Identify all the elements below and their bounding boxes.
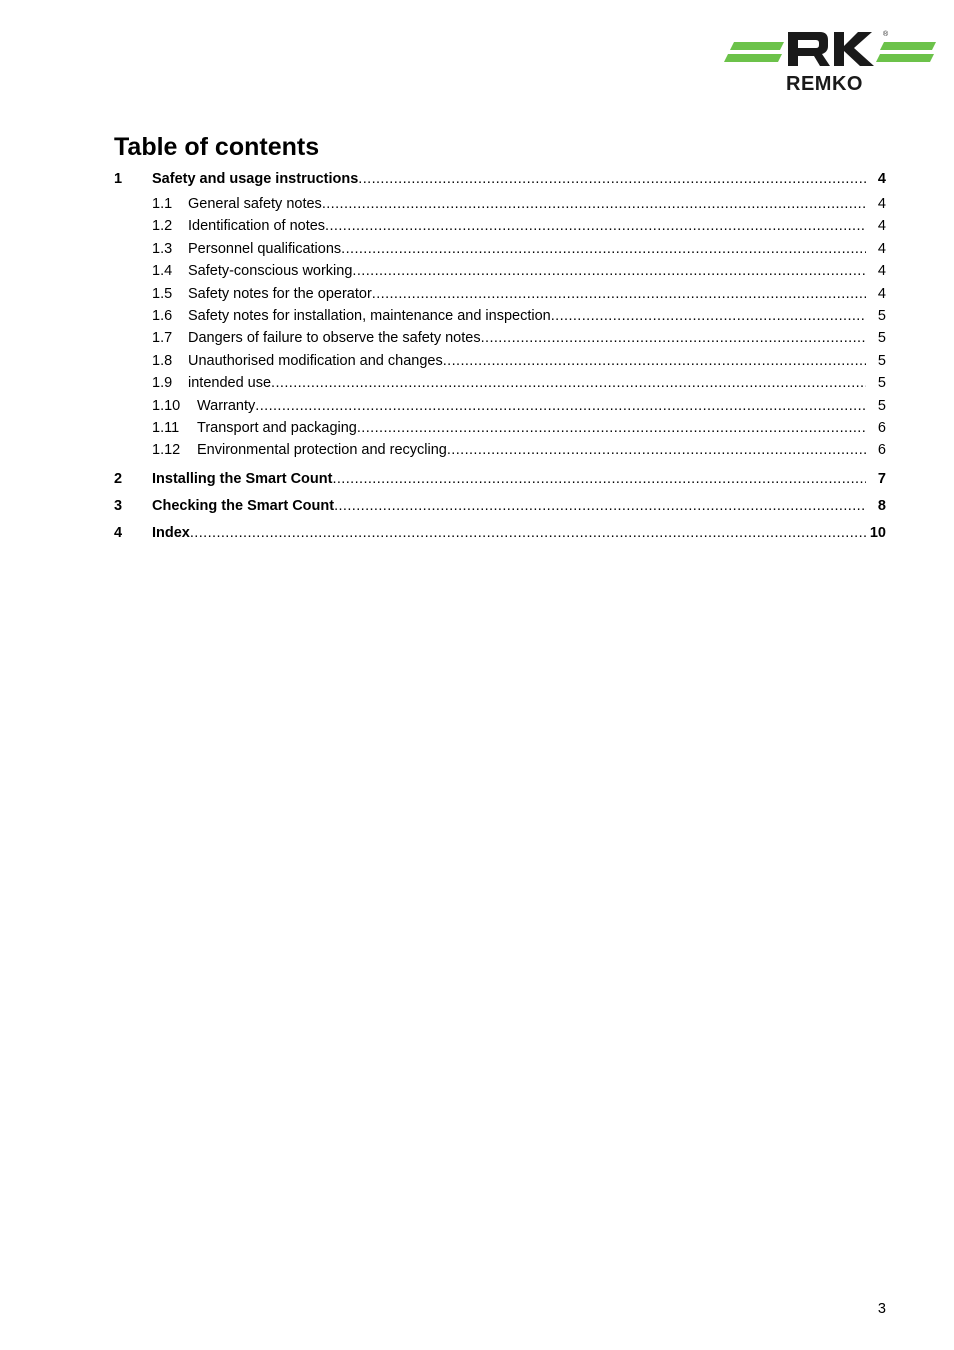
toc-section-1-9[interactable] <box>114 372 886 394</box>
dot-leader <box>357 417 866 439</box>
toc-section-1-1[interactable] <box>114 193 886 215</box>
dot-leader <box>325 215 866 237</box>
dot-leader <box>551 305 866 327</box>
section-page[interactable]: 5 <box>877 397 886 414</box>
section-page[interactable]: 4 <box>877 196 886 212</box>
dot-leader <box>481 327 866 349</box>
table-of-contents <box>114 168 886 549</box>
dot-leader <box>372 283 866 305</box>
footer-page-number: 3 <box>877 1301 886 1317</box>
dot-leader <box>443 350 866 372</box>
chapter-title[interactable]: Safety and usage instructions <box>152 171 359 187</box>
section-page[interactable]: 4 <box>877 285 886 302</box>
section-title[interactable]: Safety-conscious working <box>188 263 353 280</box>
toc-section-1-6[interactable] <box>114 305 886 327</box>
section-number: 1.10 <box>152 397 181 414</box>
toc-section-1-4[interactable] <box>114 260 886 282</box>
logo-text: REMKO <box>786 73 863 94</box>
toc-chapter-4[interactable] <box>114 522 886 549</box>
section-page[interactable]: 4 <box>877 263 886 280</box>
section-title[interactable]: Dangers of failure to observe the safety notes <box>188 330 481 347</box>
section-number: 1.12 <box>152 442 181 459</box>
section-number: 1.6 <box>152 307 173 324</box>
chapter-page[interactable]: 8 <box>877 497 886 514</box>
section-page[interactable]: 4 <box>877 218 886 235</box>
section-title[interactable]: Warranty <box>197 397 256 414</box>
section-title[interactable]: Personnel qualifications <box>188 240 342 257</box>
section-number: 1.4 <box>152 263 173 280</box>
chapter-page[interactable]: 7 <box>877 470 886 487</box>
section-title[interactable]: General safety notes <box>188 196 322 212</box>
section-title[interactable]: Safety notes for installation, maintenance and inspection <box>188 307 551 324</box>
section-page[interactable]: 5 <box>877 375 886 392</box>
dot-leader <box>341 238 866 260</box>
section-page[interactable]: 6 <box>877 419 886 436</box>
section-page[interactable]: 4 <box>877 240 886 257</box>
toc-section-1-7[interactable] <box>114 327 886 349</box>
toc-chapter-3[interactable] <box>114 495 886 522</box>
section-title[interactable]: Unauthorised modification and changes <box>188 352 443 369</box>
toc-chapter-2[interactable] <box>114 468 886 495</box>
toc-chapter-1[interactable] <box>114 168 886 190</box>
chapter-number: 4 <box>114 524 123 541</box>
dot-leader <box>358 168 866 190</box>
section-title[interactable]: Transport and packaging <box>197 419 357 436</box>
section-number: 1.7 <box>152 330 173 347</box>
chapter-number: 1 <box>114 171 123 187</box>
dot-leader <box>332 468 866 490</box>
chapter-number: 2 <box>114 470 123 487</box>
dot-leader <box>271 372 866 394</box>
section-number: 1.2 <box>152 218 173 235</box>
section-page[interactable]: 5 <box>877 307 886 324</box>
svg-text:®: ® <box>883 31 889 38</box>
section-title[interactable]: Identification of notes <box>188 218 326 235</box>
toc-section-1-8[interactable] <box>114 350 886 372</box>
chapter-number: 3 <box>114 497 123 514</box>
toc-section-1-11[interactable] <box>114 417 886 439</box>
toc-section-1-3[interactable] <box>114 238 886 260</box>
toc-section-1-5[interactable] <box>114 283 886 305</box>
section-page[interactable]: 6 <box>877 442 886 459</box>
chapter-page[interactable]: 10 <box>869 524 886 541</box>
chapter-title[interactable]: Checking the Smart Count <box>152 497 335 514</box>
section-page[interactable]: 5 <box>877 352 886 369</box>
section-page[interactable]: 5 <box>877 330 886 347</box>
section-title[interactable]: Safety notes for the operator <box>188 285 372 302</box>
dot-leader <box>447 439 866 461</box>
dot-leader <box>352 260 866 282</box>
toc-section-1-12[interactable] <box>114 439 886 461</box>
toc-section-1-2[interactable] <box>114 215 886 237</box>
dot-leader <box>255 395 866 417</box>
dot-leader <box>334 495 866 517</box>
dot-leader <box>190 522 866 544</box>
toc-section-1-10[interactable] <box>114 395 886 417</box>
chapter-page[interactable]: 4 <box>877 171 886 187</box>
chapter-title[interactable]: Index <box>152 524 190 541</box>
section-number: 1.1 <box>152 196 173 212</box>
remko-logo <box>724 28 938 94</box>
section-number: 1.8 <box>152 352 173 369</box>
section-number: 1.5 <box>152 285 173 302</box>
section-number: 1.9 <box>152 375 173 392</box>
section-title[interactable]: intended use <box>188 375 272 392</box>
chapter-title[interactable]: Installing the Smart Count <box>152 470 333 487</box>
section-number: 1.11 <box>152 419 180 436</box>
dot-leader <box>322 193 866 215</box>
page-title: Table of contents <box>114 133 320 161</box>
section-title[interactable]: Environmental protection and recycling <box>197 442 447 459</box>
section-number: 1.3 <box>152 240 173 257</box>
